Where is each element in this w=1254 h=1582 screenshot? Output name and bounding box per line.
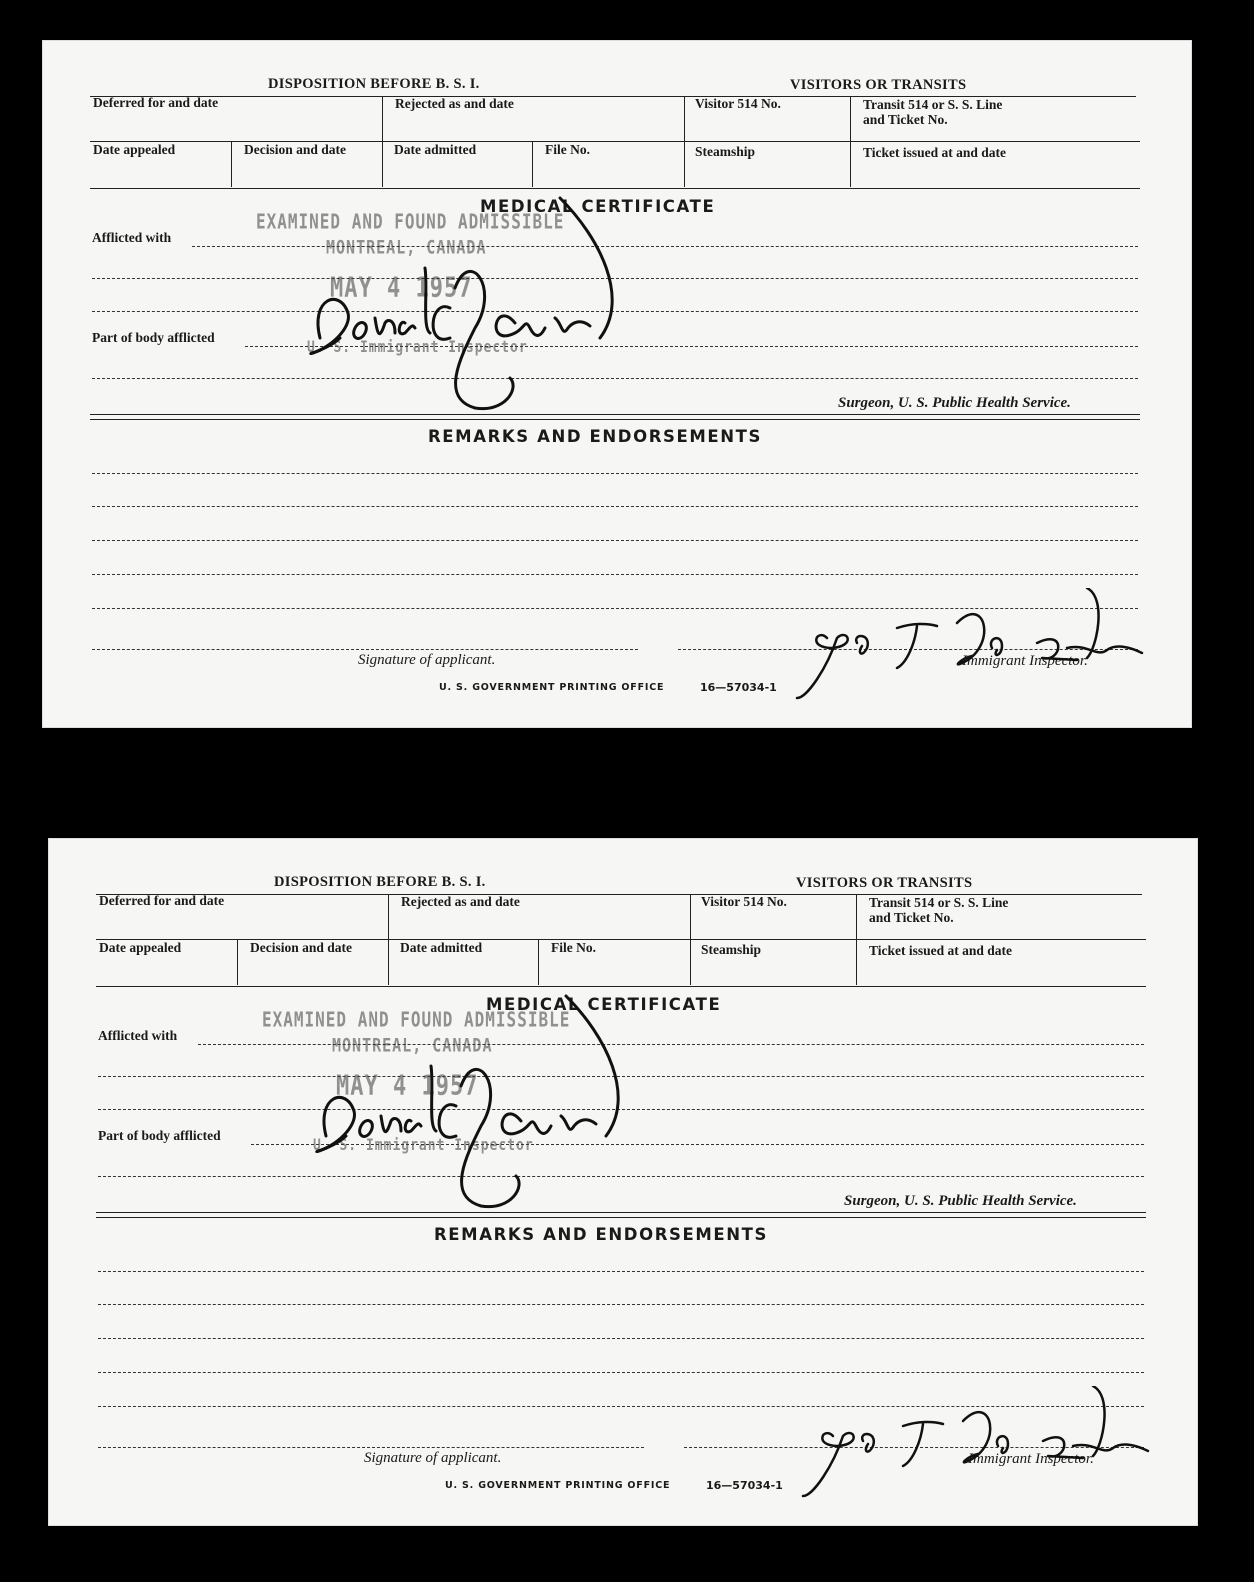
remarks-line <box>92 473 1138 474</box>
date-admitted-label: Date admitted <box>394 142 477 157</box>
visitors-title: VISITORS OR TRANSITS <box>796 875 973 891</box>
divider <box>538 940 539 985</box>
transit-label-line1: Transit 514 or S. S. Line <box>863 97 1003 112</box>
immigrant-inspector-label: Immigrant Inspector. <box>968 1451 1094 1467</box>
part-of-body-line-2 <box>92 378 1138 379</box>
ticket-issued-label: Ticket issued at and date <box>869 943 1013 958</box>
transit-label-line1: Transit 514 or S. S. Line <box>869 895 1009 910</box>
applicant-signature-line <box>92 649 638 650</box>
record-card-2 <box>48 838 1198 1526</box>
date-appealed-label: Date appealed <box>99 940 182 955</box>
divider <box>237 940 238 985</box>
remarks-title: REMARKS AND ENDORSEMENTS <box>434 1225 769 1244</box>
rejected-label: Rejected as and date <box>401 894 520 909</box>
medical-certificate-title: MEDICAL CERTIFICATE <box>480 197 716 216</box>
remarks-line <box>98 1338 1144 1339</box>
printing-office-footer: U. S. GOVERNMENT PRINTING OFFICE <box>445 1480 671 1491</box>
remarks-line <box>92 540 1138 541</box>
signature-of-applicant-label: Signature of applicant. <box>364 1450 502 1466</box>
steamship-label: Steamship <box>701 942 762 957</box>
medical-certificate-title: MEDICAL CERTIFICATE <box>486 995 722 1014</box>
signature-of-applicant-label: Signature of applicant. <box>358 652 496 668</box>
divider <box>684 97 685 187</box>
divider <box>856 895 857 985</box>
form-number: 16—57034-1 <box>700 681 777 694</box>
remarks-title: REMARKS AND ENDORSEMENTS <box>428 427 763 446</box>
inspector-signature-line <box>684 1447 1144 1448</box>
steamship-label: Steamship <box>695 144 756 159</box>
disposition-title: DISPOSITION BEFORE B. S. I. <box>274 874 486 890</box>
admission-stamp-date: MAY 4 1957 <box>336 1070 479 1103</box>
inspector-signature-line <box>678 649 1138 650</box>
disposition-title: DISPOSITION BEFORE B. S. I. <box>268 76 480 92</box>
applicant-signature-line <box>98 1447 644 1448</box>
inspector-signature <box>793 1386 1153 1506</box>
afflicted-line-3 <box>92 311 1138 312</box>
visitors-title: VISITORS OR TRANSITS <box>790 77 967 93</box>
inspector-signature <box>787 588 1147 708</box>
surgeon-label: Surgeon, U. S. Public Health Service. <box>838 395 1071 411</box>
admission-stamp-line4: U. S. Immigrant Inspector <box>307 338 528 357</box>
record-card-1 <box>42 40 1192 728</box>
transit-label <box>863 97 1002 127</box>
deferred-label: Deferred for and date <box>93 95 219 110</box>
file-no-label: File No. <box>551 940 596 955</box>
divider <box>388 895 389 985</box>
double-rule-top <box>90 414 1140 415</box>
surgeon-label: Surgeon, U. S. Public Health Service. <box>844 1193 1077 1209</box>
afflicted-line-2 <box>98 1076 1144 1077</box>
divider <box>690 895 691 985</box>
header-bottom-rule <box>96 986 1146 987</box>
rejected-label: Rejected as and date <box>395 96 514 111</box>
admission-stamp-line1: EXAMINED AND FOUND ADMISSIBLE <box>262 1007 571 1032</box>
ticket-issued-label: Ticket issued at and date <box>863 145 1007 160</box>
admission-stamp-date: MAY 4 1957 <box>330 272 473 305</box>
immigrant-inspector-label: Immigrant Inspector. <box>962 653 1088 669</box>
admission-stamp-line4: U. S. Immigrant Inspector <box>313 1136 534 1155</box>
part-of-body-line-2 <box>98 1176 1144 1177</box>
visitor-514-label: Visitor 514 No. <box>695 96 781 111</box>
form-number: 16—57034-1 <box>706 1479 783 1492</box>
visitor-514-label: Visitor 514 No. <box>701 894 787 909</box>
admission-stamp-line1: EXAMINED AND FOUND ADMISSIBLE <box>256 209 565 234</box>
file-no-label: File No. <box>545 142 590 157</box>
remarks-line <box>98 1304 1144 1305</box>
divider <box>382 97 383 187</box>
date-appealed-label: Date appealed <box>93 142 176 157</box>
remarks-line <box>92 574 1138 575</box>
decision-label: Decision and date <box>250 940 353 955</box>
remarks-line <box>92 506 1138 507</box>
remarks-line <box>98 1271 1144 1272</box>
remarks-line <box>98 1406 1144 1407</box>
date-admitted-label: Date admitted <box>400 940 483 955</box>
afflicted-with-label: Afflicted with <box>98 1028 178 1043</box>
header-bottom-rule <box>90 188 1140 189</box>
double-rule-top <box>96 1212 1146 1213</box>
divider <box>231 142 232 187</box>
double-rule-bottom <box>90 419 1140 420</box>
decision-label: Decision and date <box>244 142 347 157</box>
admission-stamp-line2: MONTREAL, CANADA <box>326 235 487 259</box>
printing-office-footer: U. S. GOVERNMENT PRINTING OFFICE <box>439 682 665 693</box>
afflicted-line-3 <box>98 1109 1144 1110</box>
transit-label-line2: and Ticket No. <box>869 910 954 925</box>
deferred-label: Deferred for and date <box>99 893 225 908</box>
remarks-line <box>92 608 1138 609</box>
part-of-body-label: Part of body afflicted <box>98 1128 221 1143</box>
remarks-line <box>98 1372 1144 1373</box>
afflicted-line-2 <box>92 278 1138 279</box>
admission-stamp-line2: MONTREAL, CANADA <box>332 1033 493 1057</box>
divider <box>850 97 851 187</box>
double-rule-bottom <box>96 1217 1146 1218</box>
divider <box>532 142 533 187</box>
afflicted-with-label: Afflicted with <box>92 230 172 245</box>
transit-label <box>869 895 1008 925</box>
part-of-body-label: Part of body afflicted <box>92 330 215 345</box>
transit-label-line2: and Ticket No. <box>863 112 948 127</box>
